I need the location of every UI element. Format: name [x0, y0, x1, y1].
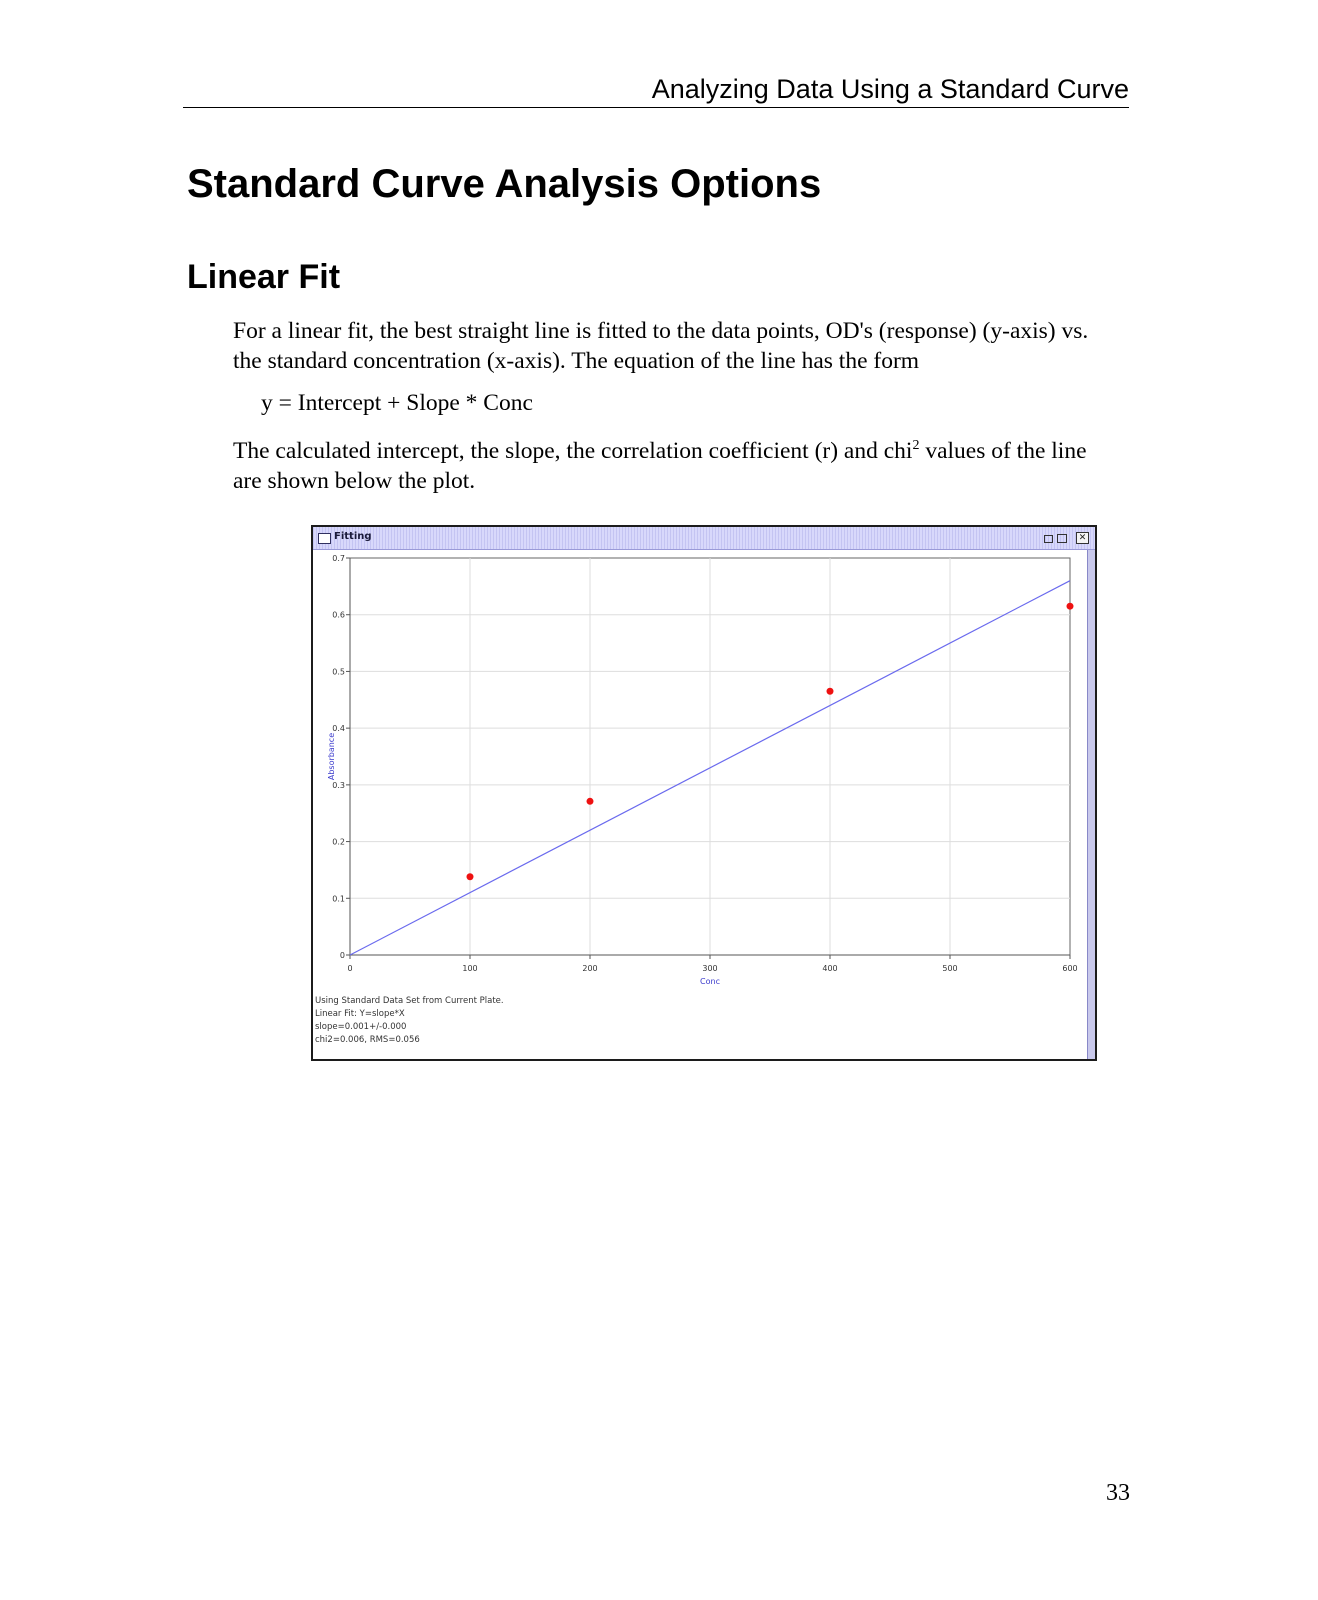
fit-info-line: slope=0.001+/-0.000: [315, 1022, 407, 1032]
y-tick-label: 0: [339, 951, 345, 960]
data-point: [827, 688, 834, 695]
line-equation: y = Intercept + Slope * Conc: [261, 390, 533, 416]
fit-info-line: Using Standard Data Set from Current Plate.: [315, 996, 504, 1006]
vertical-scrollbar[interactable]: [1087, 550, 1095, 1059]
window-title: Fitting: [334, 531, 372, 542]
y-tick-label: 0.7: [332, 554, 345, 563]
results-text-end: values of the line are shown below the plot.: [233, 438, 1087, 494]
running-header: [183, 74, 1129, 108]
subsection-title: Linear Fit: [187, 258, 341, 296]
fit-info-line: Linear Fit: Y=slope*X: [315, 1009, 405, 1019]
x-tick-label: 500: [942, 964, 958, 973]
y-tick-label: 0.6: [332, 610, 345, 620]
page-number: 33: [1106, 1480, 1130, 1506]
results-paragraph: [233, 436, 1113, 496]
y-tick-label: 0.2: [332, 837, 345, 847]
results-text-start: The calculated intercept, the slope, the correlation coefficient (r) and chi: [233, 438, 913, 464]
x-axis-title: Conc: [700, 977, 720, 986]
y-tick-label: 0.3: [332, 780, 345, 790]
data-point: [587, 798, 594, 805]
x-tick-label: 300: [702, 964, 718, 973]
y-tick-label: 0.5: [332, 667, 345, 677]
data-point: [467, 873, 474, 880]
close-icon[interactable]: ✕: [1076, 532, 1089, 544]
data-point: [1067, 603, 1074, 610]
x-tick-label: 0: [347, 964, 353, 973]
chi-superscript: 2: [912, 438, 920, 454]
intro-paragraph: For a linear fit, the best straight line is fitted to the data points, OD's (response) (y-axis) vs. the standard concentration (x-axis). The equation of the line has the form: [233, 318, 1089, 374]
y-axis-title: Absorbance: [327, 732, 336, 781]
fitting-chart: [313, 527, 1095, 1059]
fit-info-line: chi2=0.006, RMS=0.056: [315, 1035, 420, 1045]
section-title: Standard Curve Analysis Options: [187, 162, 822, 206]
fit-info: [315, 995, 504, 1047]
x-tick-label: 400: [822, 964, 838, 973]
y-tick-label: 0.4: [332, 724, 345, 734]
fitting-window: [311, 525, 1097, 1061]
running-header-title: Analyzing Data Using a Standard Curve: [651, 74, 1129, 104]
x-tick-label: 100: [462, 964, 478, 973]
y-tick-label: 0.1: [332, 894, 345, 904]
x-tick-label: 600: [1062, 964, 1078, 973]
x-tick-label: 200: [582, 964, 598, 973]
